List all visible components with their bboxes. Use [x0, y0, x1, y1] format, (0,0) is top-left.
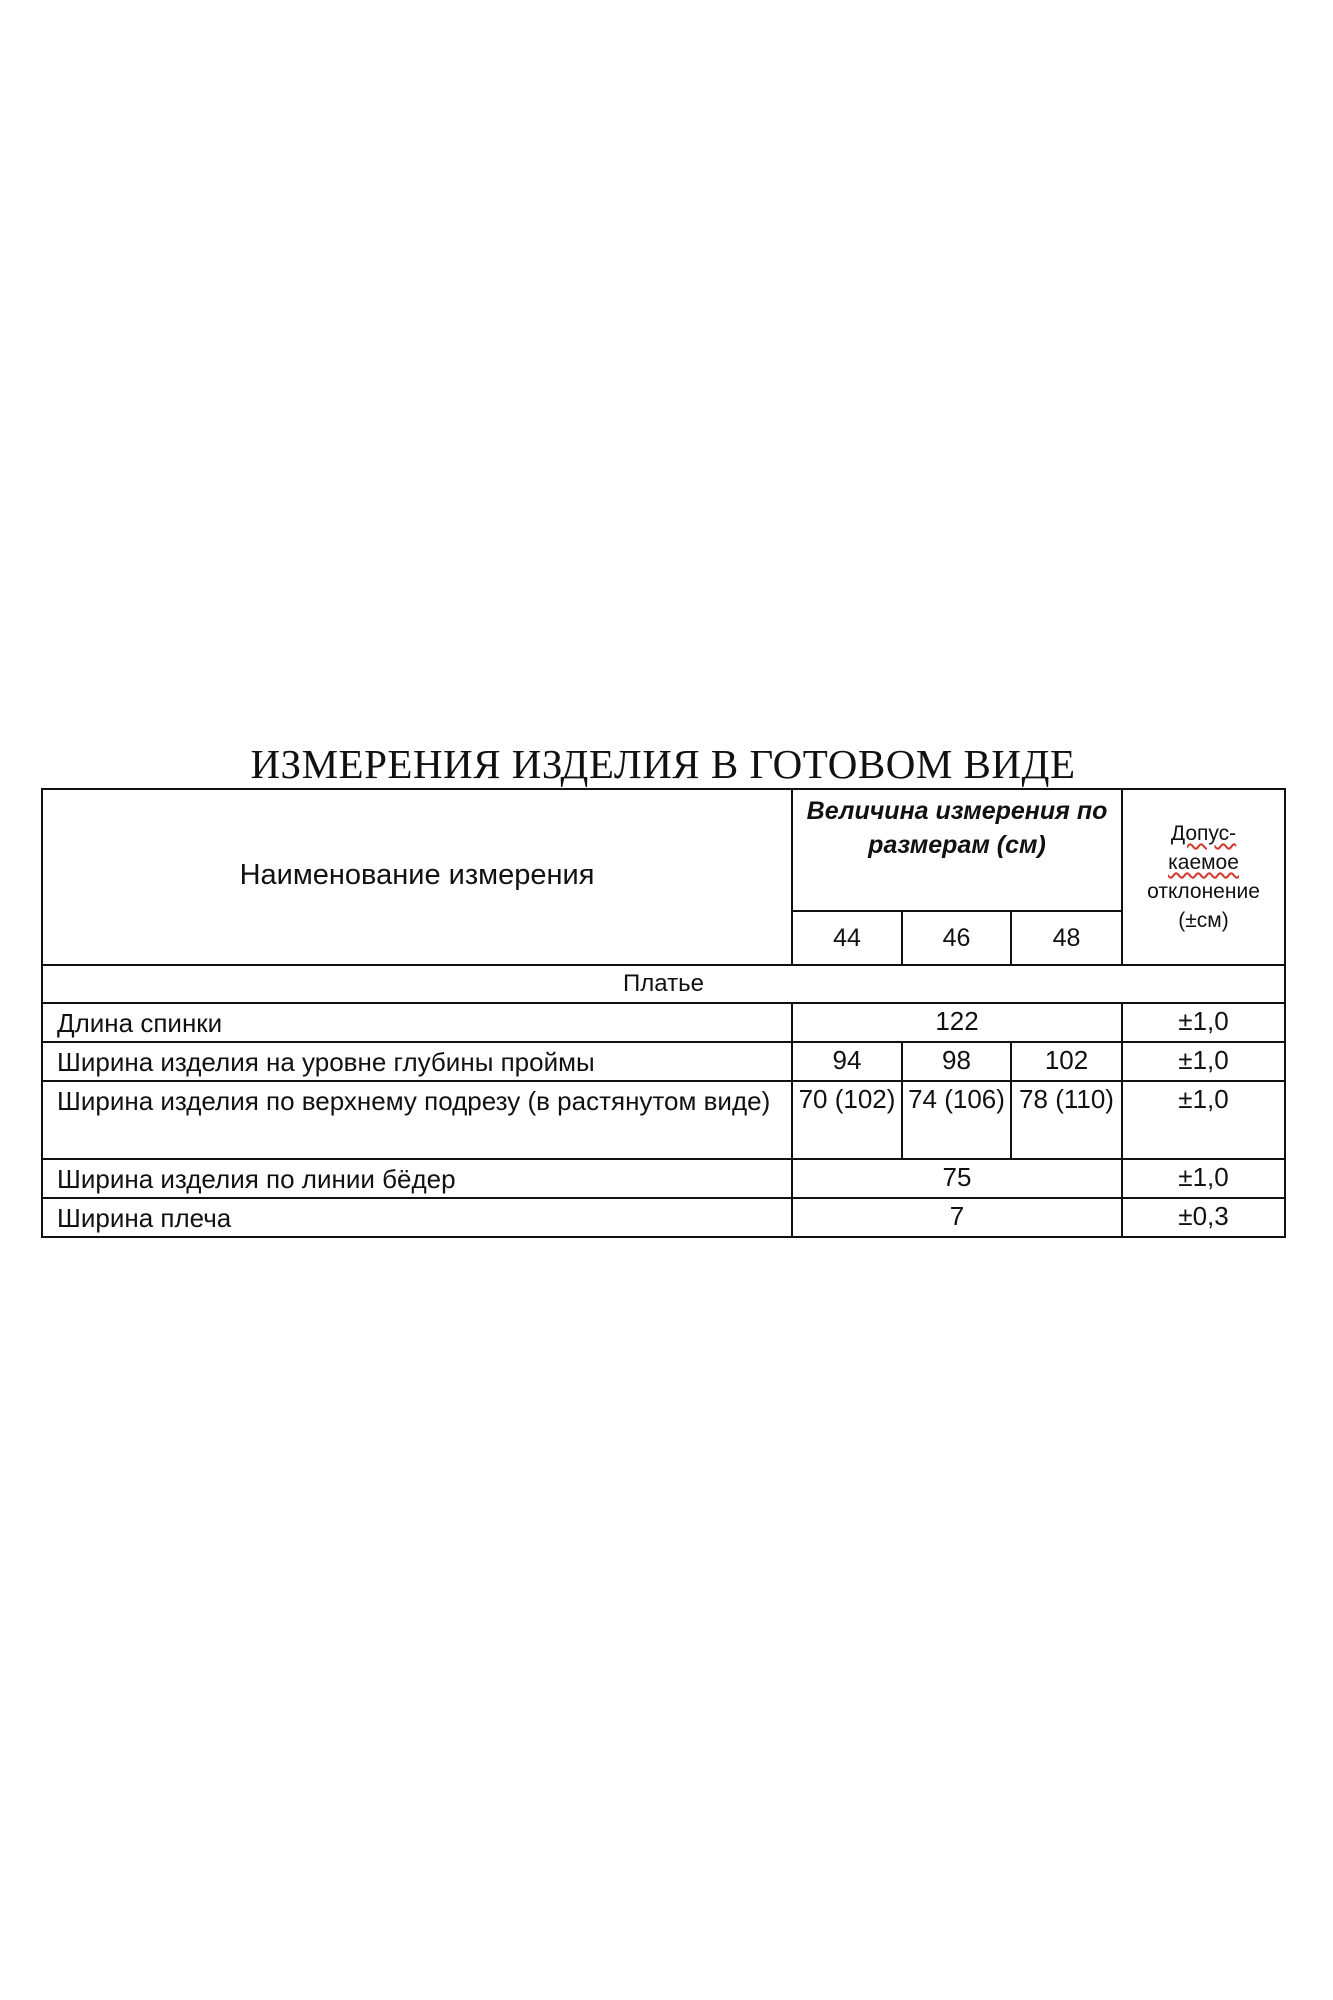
row-tolerance: ±0,3	[1122, 1198, 1285, 1237]
section-row	[42, 965, 1285, 1003]
row-name: Ширина изделия по линии бёдер	[42, 1159, 792, 1198]
row-tolerance: ±1,0	[1122, 1159, 1285, 1198]
section-title: Платье	[42, 965, 1285, 1003]
row-name: Ширина изделия по верхнему подрезу (в растянутом виде)	[42, 1081, 792, 1159]
row-value-48: 78 (110)	[1011, 1081, 1122, 1159]
row-value-merged: 75	[792, 1159, 1122, 1198]
row-value-48: 102	[1011, 1042, 1122, 1081]
table-row	[42, 1159, 1285, 1198]
header-tolerance-line3: отклонение	[1147, 880, 1260, 903]
table-row	[42, 1081, 1285, 1159]
header-tolerance-line1: Допус-	[1170, 822, 1237, 845]
row-value-44: 94	[792, 1042, 902, 1081]
row-value-merged: 7	[792, 1198, 1122, 1237]
row-value-merged: 122	[792, 1003, 1122, 1042]
row-value-44: 70 (102)	[792, 1081, 902, 1159]
table-row	[42, 1003, 1285, 1042]
row-value-46: 98	[902, 1042, 1011, 1081]
row-tolerance: ±1,0	[1122, 1003, 1285, 1042]
page-title: ИЗМЕРЕНИЯ ИЗДЕЛИЯ В ГОТОВОМ ВИДЕ	[250, 741, 1076, 787]
size-48-cell: 48	[1011, 911, 1122, 965]
header-tolerance-cell	[1122, 789, 1285, 965]
row-tolerance: ±1,0	[1122, 1042, 1285, 1081]
header-row-top	[42, 789, 1285, 911]
header-tolerance-line4: (±см)	[1178, 909, 1229, 932]
size-46-cell: 46	[902, 911, 1011, 965]
header-size-line2: размерам (см)	[868, 831, 1046, 859]
header-size-line1: Величина измерения по	[806, 797, 1108, 825]
row-name: Ширина плеча	[42, 1198, 792, 1237]
header-tolerance-line2: каемое	[1168, 851, 1239, 874]
row-value-46: 74 (106)	[902, 1081, 1011, 1159]
header-size-cell	[792, 789, 1122, 911]
size-44-cell: 44	[792, 911, 902, 965]
header-name-cell: Наименование измерения	[42, 789, 792, 965]
row-tolerance: ±1,0	[1122, 1081, 1285, 1159]
table-row	[42, 1042, 1285, 1081]
table-row	[42, 1198, 1285, 1237]
measurements-table	[41, 788, 1286, 1238]
row-name: Ширина изделия на уровне глубины проймы	[42, 1042, 792, 1081]
row-name: Длина спинки	[42, 1003, 792, 1042]
